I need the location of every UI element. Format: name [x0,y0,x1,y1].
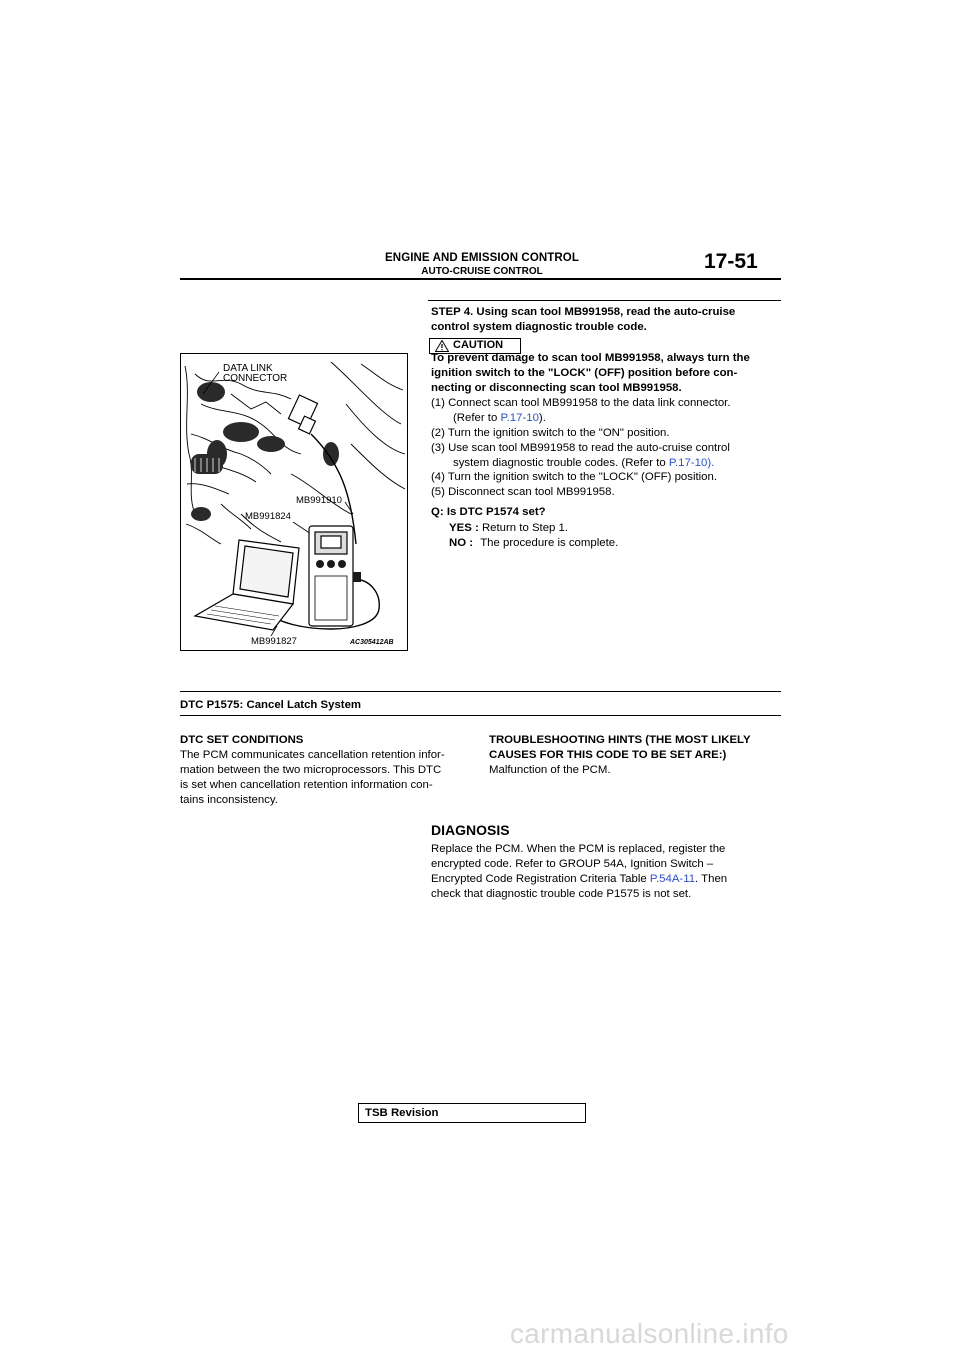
step-rule [428,300,781,301]
scan-tool-illustration [181,354,407,650]
procedure-step-1: (1) Connect scan tool MB991958 to the data link connector. [431,397,731,409]
set-conditions-line4: tains inconsistency. [180,794,278,806]
tsb-revision-label: TSB Revision [365,1107,439,1119]
label-mb991910: MB991910 [296,495,342,506]
procedure-step-3: (3) Use scan tool MB991958 to read the auto-cruise control [431,442,730,454]
set-conditions-line2: mation between the two microprocessors. This DTC [180,764,442,776]
ref-suffix: ). [538,412,546,424]
label-dlc-line2: CONNECTOR [223,373,288,384]
diagnosis-heading: DIAGNOSIS [431,822,510,838]
label-mb991824: MB991824 [245,511,291,522]
figure-code: AC305412AB [350,639,394,646]
hints-heading-line1: TROUBLESHOOTING HINTS (THE MOST LIKELY [489,734,751,746]
ref-prefix: system diagnostic trouble codes. (Refer to [453,457,669,469]
diagnosis-line4: check that diagnostic trouble code P1575 is not set. [431,888,692,900]
page-number: 17-51 [704,250,758,273]
procedure-step-4: (4) Turn the ignition switch to the "LOCK" (OFF) position. [431,471,718,483]
dtc-section-title: DTC P1575: Cancel Latch System [180,699,362,711]
no-label: NO : [449,537,474,549]
diag-ref-prefix: Encrypted Code Registration Criteria Table [431,873,650,885]
label-data-link-connector [223,364,287,384]
scan-tool-connection-figure [180,353,408,651]
set-conditions-line1: The PCM communicates cancellation retention infor- [180,749,445,761]
diagnosis-line2: encrypted code. Refer to GROUP 54A, Ignition Switch – [431,858,714,870]
caution-text-line2: ignition switch to the "LOCK" (OFF) position before con- [431,367,738,379]
set-conditions-heading: DTC SET CONDITIONS [180,734,304,746]
procedure-step-1-ref [453,411,546,426]
diag-ref-suffix: . Then [695,873,728,885]
step-title-line1: STEP 4. Using scan tool MB991958, read the auto-cruise [431,306,736,318]
ref-link-p54a-11[interactable]: P.54A-11 [649,873,696,885]
ref-prefix: (Refer to [453,412,501,424]
hints-text: Malfunction of the PCM. [489,764,611,776]
answer-no [449,536,618,551]
answer-yes [449,521,568,536]
ref-link-p17-10[interactable]: P.17-10 [668,457,708,469]
section-rule-top [180,691,781,692]
diagnosis-line1: Replace the PCM. When the PCM is replaced, register the [431,843,726,855]
ref-link-p17-10[interactable]: P.17-10 [500,412,539,424]
header-rule [180,278,781,280]
watermark: carmanualsonline.info [510,1318,789,1349]
hints-heading-line2: CAUSES FOR THIS CODE TO BE SET ARE:) [489,749,727,761]
tsb-revision-box [358,1103,586,1123]
procedure-step-2: (2) Turn the ignition switch to the "ON" position. [431,427,670,439]
yes-label: YES : [449,522,479,534]
label-dlc-line1: DATA LINK [223,363,273,374]
ref-suffix: ). [707,457,715,469]
set-conditions-line3: is set when cancellation retention information con- [180,779,433,791]
no-text: The procedure is complete. [480,537,619,549]
question: Q: Is DTC P1574 set? [431,506,546,518]
section-subtitle: AUTO-CRUISE CONTROL [421,266,543,277]
diagnosis-line3 [431,872,727,887]
section-title: ENGINE AND EMISSION CONTROL [385,252,579,264]
procedure-step-5: (5) Disconnect scan tool MB991958. [431,486,615,498]
label-mb991827: MB991827 [251,636,297,647]
caution-label: CAUTION [453,339,504,351]
procedure-step-3-ref [453,456,714,471]
step-title-line2: control system diagnostic trouble code. [431,321,647,333]
yes-text: Return to Step 1. [481,522,569,534]
section-rule-bottom [180,715,781,716]
caution-text-line3: necting or disconnecting scan tool MB991958. [431,382,682,394]
caution-text-line1: To prevent damage to scan tool MB991958, always turn the [431,352,750,364]
